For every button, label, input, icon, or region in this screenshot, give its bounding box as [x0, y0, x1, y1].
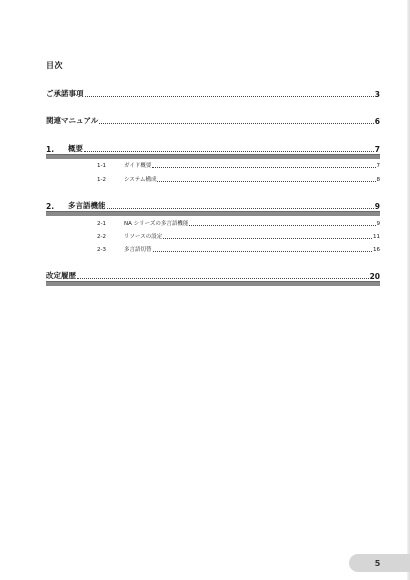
toc-section-2-1[interactable] — [97, 219, 380, 227]
toc-entry-page: 3 — [374, 90, 380, 99]
toc-entry-related-manuals[interactable] — [46, 115, 380, 126]
section-number: 2-1 — [97, 221, 106, 227]
toc-entry-revision-history[interactable] — [46, 270, 380, 281]
section-label: 多言語切替 — [124, 247, 152, 253]
section-page: 8 — [376, 177, 380, 183]
toc-entry-label: ご承諾事項 — [46, 89, 84, 98]
dot-leader — [163, 238, 372, 239]
toc-entry-label: 改定履歴 — [46, 271, 76, 280]
section-page: 9 — [376, 221, 380, 227]
chapter-page: 9 — [374, 202, 380, 211]
chapter-label: 多言語機能 — [68, 201, 106, 210]
chapter-divider-bar — [46, 211, 380, 216]
section-label: NA シリーズの多言語機能 — [124, 221, 189, 227]
section-page: 7 — [376, 163, 380, 169]
chapter-number: 2. — [46, 202, 55, 211]
toc-entry-page: 20 — [369, 272, 380, 281]
toc-entry-page: 6 — [374, 117, 380, 126]
section-page: 16 — [373, 247, 380, 253]
dot-leader — [153, 251, 372, 252]
section-divider-bar — [46, 281, 380, 286]
section-label: ガイド概要 — [124, 163, 152, 169]
toc-section-2-2[interactable] — [97, 232, 380, 240]
section-label: リソースの設定 — [124, 234, 163, 240]
dot-leader — [189, 225, 375, 226]
dot-leader — [152, 167, 375, 168]
toc-entry-consent[interactable] — [46, 88, 380, 99]
chapter-page: 7 — [374, 145, 380, 154]
section-page: 11 — [373, 234, 380, 240]
page-number: 5 — [374, 558, 381, 568]
chapter-number: 1. — [46, 145, 55, 154]
section-number: 1-2 — [97, 177, 106, 183]
chapter-divider-bar — [46, 154, 380, 159]
toc-entry-label: 関連マニュアル — [46, 116, 99, 125]
dot-leader — [85, 96, 374, 97]
page-number-tab — [349, 554, 410, 572]
section-number: 1-1 — [97, 163, 106, 169]
dot-leader — [99, 123, 374, 124]
section-label: システム構成 — [124, 177, 157, 183]
dot-leader — [77, 278, 369, 279]
section-number: 2-3 — [97, 247, 106, 253]
toc-section-1-2[interactable] — [97, 175, 380, 183]
toc-section-1-1[interactable] — [97, 161, 380, 169]
toc-title: 目次 — [46, 61, 63, 70]
dot-leader — [157, 181, 375, 182]
toc-chapter-1[interactable] — [46, 143, 380, 154]
toc-section-2-3[interactable] — [97, 245, 380, 253]
toc-chapter-2[interactable] — [46, 200, 380, 211]
dot-leader — [107, 208, 374, 209]
chapter-label: 概要 — [68, 144, 83, 153]
section-number: 2-2 — [97, 234, 106, 240]
dot-leader — [84, 151, 374, 152]
